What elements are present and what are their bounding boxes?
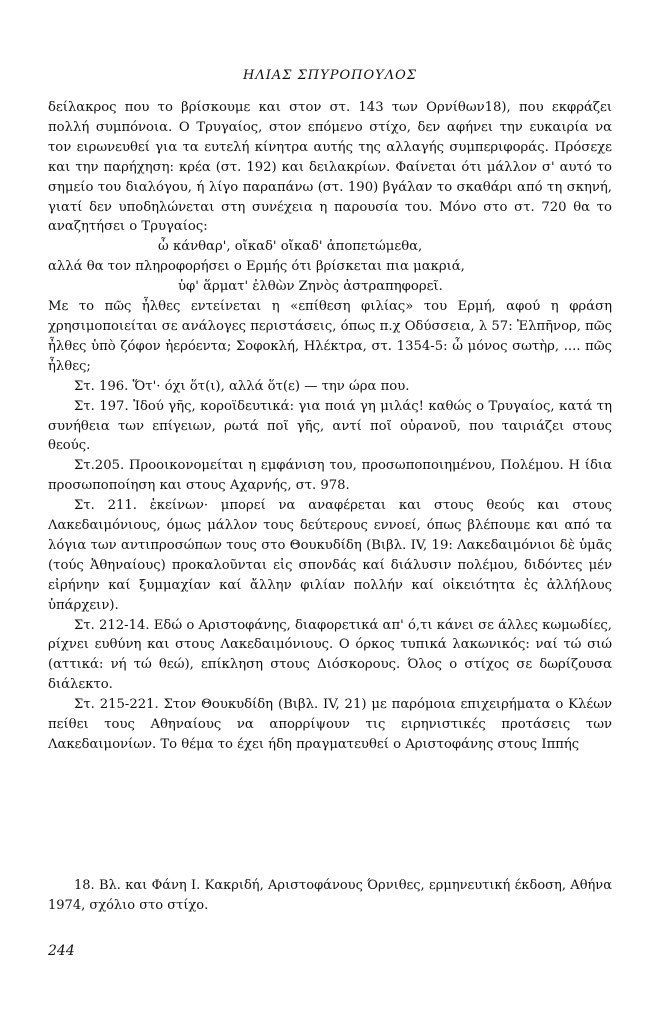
paragraph: Στ. 211. ἐκείνων· μπορεί να αναφέρεται και στους θεούς και στους Λακεδαιμόνιους, όμως μάλλον τους δεύτερους εννοεί, όπως βλέπουμε και από τα λόγια των αντιπροσώπων τους στο Θουκυδίδη (Βιβλ. IV, 19: Λακεδαιμόνιοι δὲ ὑμᾶς (τούς Ἀθηναίους) προκαλοῦνται εἰς σπονδάς καί διάλυσιν πολέμου, διδόντες μέν εἰρήνην καί ξυμμαχίαν καί ἄλλην φιλίαν πολλήν καί οἰκειότητα ἐς ἀλλήλους ὑπάρχειν).: [48, 498, 612, 613]
paragraph: Στ. 197. Ἰδού γῆς, κοροϊδευτικά: για ποιά γη μιλάς! καθώς ο Τρυγαίος, κατά τη συνήθεια των επίγειων, ρωτά ποῖ γῆς, αντί ποῖ οὐρανοῦ, που ταιριάζει στους θεούς.: [48, 398, 612, 454]
paragraph: Στ. 215-221. Στον Θουκυδίδη (Βιβλ. IV, 21) με παρόμοια επιχειρήματα ο Κλέων πείθει τους Αθηναίους να απορρίψουν τις ειρηνιστικές προτάσεις των Λακεδαιμονίων. Το θέμα το έχει ήδη πραγματευθεί ο Αριστοφάνης στους Ιππής: [48, 697, 612, 752]
main-text: [48, 98, 612, 755]
page-number: 244: [48, 943, 75, 959]
paragraph: αλλά θα τον πληροφορήσει ο Ερμής ότι βρίσκεται πια μακριά,: [48, 259, 465, 275]
paragraph: δείλακρος που το βρίσκουμε και στον στ. 143 των Ορνίθων18), που εκφράζει πολλή συμπόνοια. Ο Τρυγαίος, στον επόμενο στίχο, δεν αφήνει την ευκαιρία να τον ειρωνευθεί για τα ευτελή κίνητρα αυτής της αλλαγής συμπεριφοράς. Πρόσεχε και την παρήχηση: κρέα (στ. 192) και δειλακρίων. Φαίνεται ότι μάλλον σ' αυτό το σημείο του διαλόγου, ή λίγο παραπάνω (στ. 190) βγάλαν το σκαθάρι από τη σκηνή, γιατί δεν υποδηλώνεται στη συνέχεια η παρουσία του. Μόνο στο στ. 720 θα το αναζητήσει ο Τρυγαίος:: [48, 100, 612, 235]
paragraph: Με το πῶς ἦλθες εντείνεται η «επίθεση φιλίας» του Ερμή, αφού η φράση χρησιμοποιείται σε ανάλογες περιστάσεις, όπως π.χ Οδύσσεια, λ 57: Ἐλπῆνορ, πῶς ἦλθες ὑπὸ ζόφον ἠερόεντα; Σοφοκλή, Ηλέκτρα, στ. 1354-5: ὦ μόνος σωτὴρ, .... πῶς ἦλθες;: [48, 299, 612, 374]
verse-line: ὦ κάνθαρ', οἴκαδ' οἴκαδ' ἀποπετώμεθα,: [158, 239, 423, 255]
paragraph: Στ. 196. Ὅτ'· όχι ὅτ(ι), αλλά ὅτ(ε) — την ώρα που.: [74, 378, 410, 394]
footnote: 18. Βλ. και Φάνη Ι. Κακριδή, Αριστοφάνους Όρνιθες, ερμηνευτική έκδοση, Αθήνα 1974, σχόλιο στο στίχο.: [48, 878, 612, 913]
paragraph: Στ.205. Προοικονομείται η εμφάνιση του, προσωποποιημένου, Πολέμου. Η ίδια προσωποποίηση και στους Αχαρνής, στ. 978.: [48, 458, 612, 494]
verse-line: ὑφ' ἅρματ' ἐλθὼν Ζηνὸς ἀστραπηφορεῖ.: [178, 279, 443, 295]
running-head: ΗΛΙΑΣ ΣΠΥΡΟΠΟΥΛΟΣ: [243, 68, 417, 83]
paragraph: Στ. 212-14. Εδώ ο Αριστοφάνης, διαφορετικά απ' ό,τι κάνει σε άλλες κωμωδίες, ρίχνει ευθύνη και στους Λακεδαιμόνιους. Ο όρκος τυπικά λακωνικός: ναί τώ σιώ (αττικά: νή τώ θεώ), επίκληση στους Διόσκορους. Όλος ο στίχος σε δωρίζουσα διάλεκτο.: [48, 617, 612, 693]
